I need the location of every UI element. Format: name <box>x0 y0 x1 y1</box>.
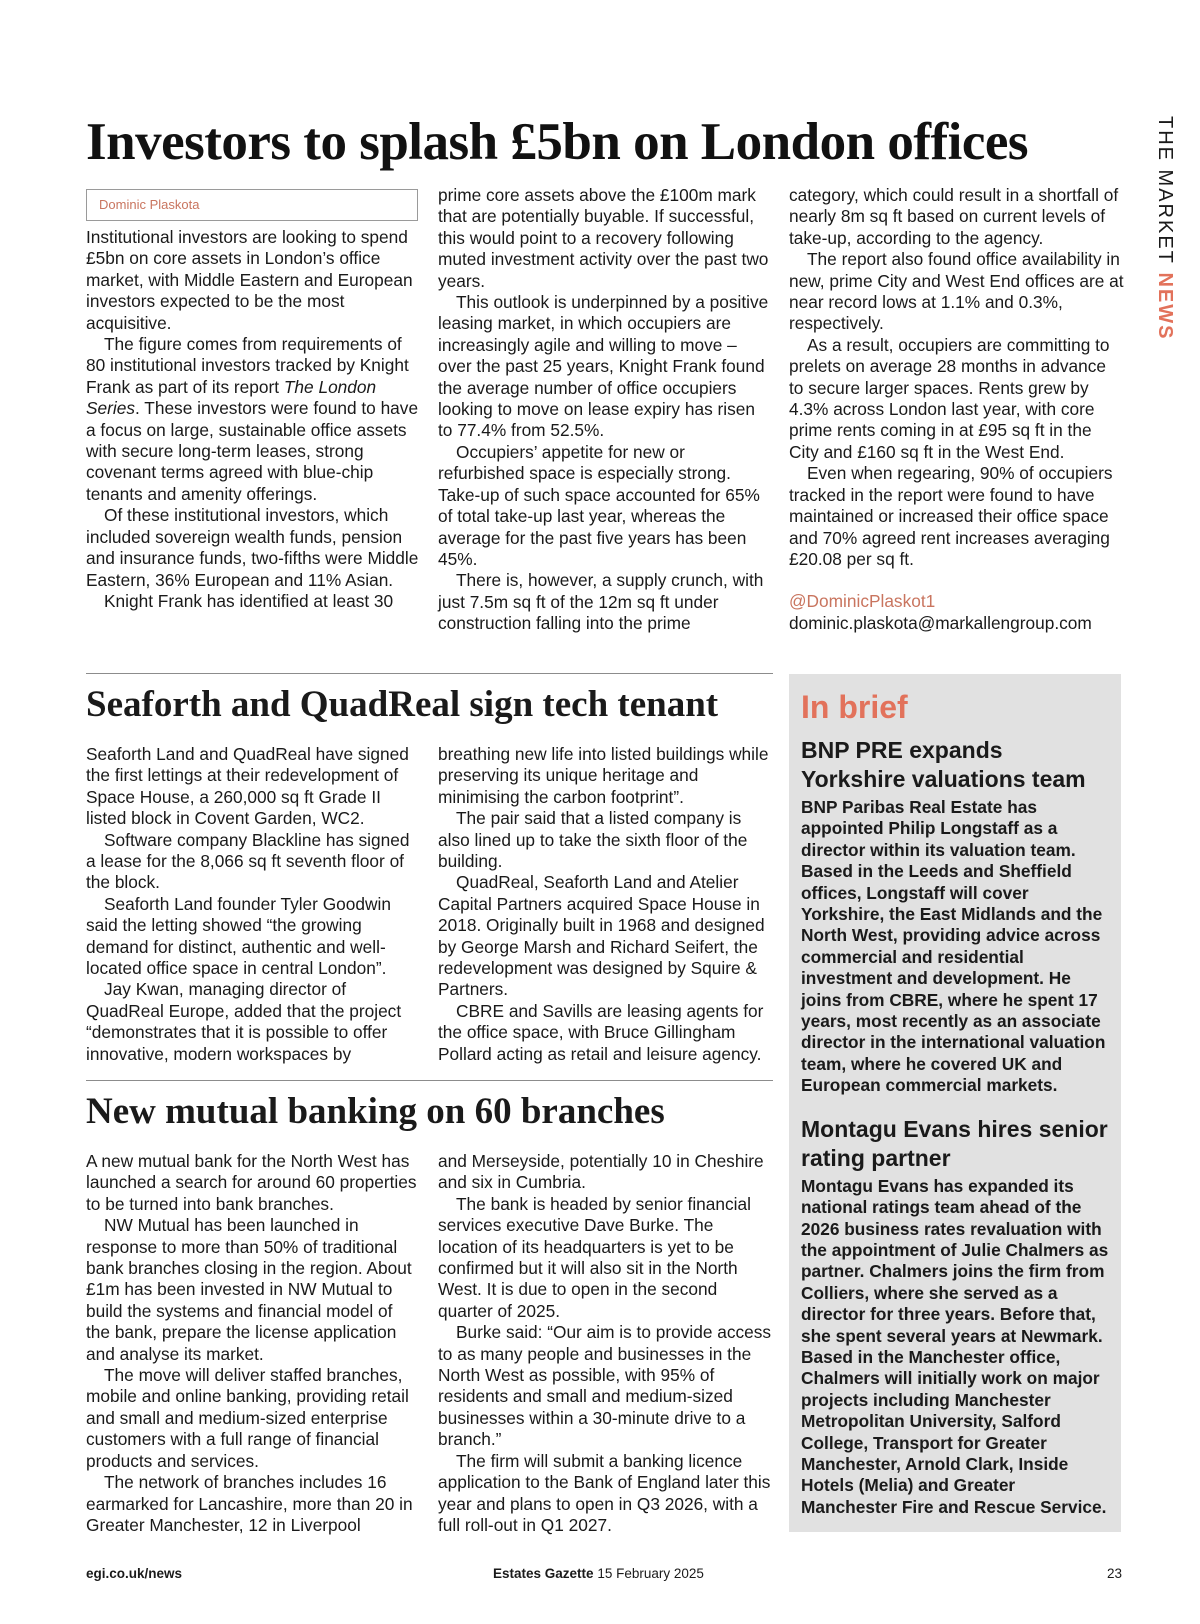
brief-heading: Montagu Evans hires senior rating partner <box>801 1115 1108 1171</box>
brief-heading: BNP PRE expands Yorkshire valuations team <box>801 737 1086 792</box>
paragraph: Burke said: “Our aim is to provide access to as many people and businesses in the North West as possible, with 95% of residents and small and medium-sized businesses within a 30-minute drive to a branch.” <box>438 1322 772 1450</box>
paragraph: There is, however, a supply crunch, with just 7.5m sq ft of the 12m sq ft under construction falling into the prime <box>438 570 764 634</box>
section-divider <box>86 1080 773 1081</box>
paragraph: Software company Blackline has signed a lease for the 8,066 sq ft seventh floor of the block. <box>86 829 410 893</box>
lead-headline: Investors to splash £5bn on London offices <box>86 113 1029 171</box>
page-number: 23 <box>1106 1566 1122 1581</box>
paragraph: Seaforth Land and QuadReal have signed the first lettings at their redevelopment of Space House, a 260,000 sq ft Grade II listed block in Covent Garden, WC2. <box>86 744 409 829</box>
section-label-accent: NEWS <box>1154 272 1176 341</box>
author-email[interactable]: dominic.plaskota@markallengroup.com <box>789 612 1092 633</box>
story2-column-1 <box>86 744 421 1065</box>
paragraph: CBRE and Savills are leasing agents for the office space, with Bruce Gillingham Pollard acting as retail and leisure agency. <box>438 1000 764 1064</box>
paragraph: Even when regearing, 90% of occupiers tracked in the report were found to have maintained or increased their office space and 70% agreed rent increases averaging £20.08 per sq ft. <box>789 463 1113 569</box>
report-title: The London Series <box>86 376 377 419</box>
paragraph: Seaforth Land founder Tyler Goodwin said the letting showed “the growing demand for distinct, authentic and well-located office space in central London”. <box>86 893 391 979</box>
paragraph: The firm will submit a banking licence application to the Bank of England later this year and plans to open in Q3 2026, with a full roll-out in Q1 2027. <box>438 1450 771 1535</box>
section-label-prefix: THE MARKET <box>1154 116 1176 265</box>
in-brief-box <box>789 674 1121 1532</box>
brief-body: BNP Paribas Real Estate has appointed Philip Longstaff as a director within its valuation team. Based in the Leeds and Sheffield offices, Longstaff will cover Yorkshire, the East Midlands and the North West, providing advice across commercial and residential investment and development. He joins from CBRE, where he spent 17 years, most recently as an associate director in the international valuation team, where he covered UK and European commercial markets. <box>801 797 1106 1096</box>
paragraph: The pair said that a listed company is also lined up to take the sixth floor of the building. <box>438 808 748 872</box>
story3-column-2 <box>438 1151 773 1536</box>
lead-column-2 <box>438 185 773 635</box>
paragraph: Of these institutional investors, which included sovereign wealth funds, pension and insurance funds, two-fifths were Middle Eastern, 36% European and 11% Asian. <box>86 505 419 590</box>
paragraph: As a result, occupiers are committing to prelets on average 28 months in advance to secure larger spaces. Rents grew by 4.3% across London last year, with core prime rents coming in at £95 sq ft in the City and £160 sq ft in the West End. <box>789 334 1110 462</box>
paragraph: The figure comes from requirements of 80 institutional investors tracked by Knight Frank as part of its report The London Series. These investors were found to have a focus on large, sustainable office assets with secure long-term leases, strong covenant terms agreed with blue-chip tenants and amenity offerings. <box>86 334 419 504</box>
paragraph: A new mutual bank for the North West has launched a search for around 60 properties to be turned into bank branches. <box>86 1151 417 1214</box>
section-divider <box>86 673 773 674</box>
paragraph: The report also found office availability in new, prime City and West End offices are at near record lows at 1.1% and 0.3%, respectively. <box>789 249 1124 334</box>
story3-column-1 <box>86 1151 421 1536</box>
footer-publication: Estates Gazette 15 February 2025 <box>493 1566 704 1581</box>
in-brief-title: In brief <box>801 689 908 725</box>
paragraph: QuadReal, Seaforth Land and Atelier Capital Partners acquired Space House in 2018. Originally built in 1968 and designed by George Marsh and Richard Seifert, the redevelopment was designed by Squire & Partners. <box>438 872 765 1000</box>
paragraph: The move will deliver staffed branches, mobile and online banking, providing retail and small and medium-sized enterprise customers with a full range of financial products and services. <box>86 1365 409 1471</box>
paragraph: prime core assets above the £100m mark that are potentially buyable. If successful, this would point to a recovery following muted investment activity over the past two years. <box>438 185 769 291</box>
lead-column-3 <box>789 185 1124 634</box>
footer-date: 15 February 2025 <box>597 1566 704 1581</box>
byline: Dominic Plaskota <box>86 189 418 221</box>
story2-headline: Seaforth and QuadReal sign tech tenant <box>86 684 719 725</box>
paragraph: category, which could result in a shortfall of nearly 8m sq ft based on current levels of take-up, according to the agency. <box>789 185 1119 248</box>
paragraph: Knight Frank has identified at least 30 <box>104 590 394 611</box>
paragraph: NW Mutual has been launched in response to more than 50% of traditional bank branches closing in the region. About £1m has been invested in NW Mutual to build the systems and financial model of the bank, prepare the license application and analyse its market. <box>86 1215 412 1364</box>
twitter-handle[interactable]: @DominicPlaskot1 <box>789 591 936 612</box>
paragraph: Institutional investors are looking to spend £5bn on core assets in London’s office market, with Middle Eastern and European investors expected to be the most acquisitive. <box>86 227 413 333</box>
story3-headline: New mutual banking on 60 branches <box>86 1091 665 1132</box>
lead-column-1 <box>86 227 421 612</box>
paragraph: The bank is headed by senior financial services executive Dave Burke. The location of its headquarters is yet to be confirmed but it will also sit in the North West. It is due to open in the second quarter of 2025. <box>438 1193 751 1321</box>
paragraph: The network of branches includes 16 earmarked for Lancashire, more than 20 in Greater Manchester, 12 in Liverpool <box>86 1472 413 1535</box>
brief-body: Montagu Evans has expanded its national ratings team ahead of the 2026 business rates revaluation with the appointment of Julie Chalmers as partner. Chalmers joins the firm from Colliers, where she served as a director for three years. Before that, she spent several years at Newmark. Based in the Manchester office, Chalmers will initially work on major projects including Manchester Metropolitan University, Salford College, Transport for Greater Manchester, Arnold Clark, Inside Hotels (Melia) and Greater Manchester Fire and Rescue Service. <box>801 1175 1109 1517</box>
paragraph: Jay Kwan, managing director of QuadReal Europe, added that the project “demonstrates that it is possible to offer innovative, modern workspaces by <box>86 979 402 1064</box>
story2-column-2 <box>438 744 773 1065</box>
section-label <box>1140 116 1176 341</box>
paragraph: and Merseyside, potentially 10 in Cheshire and six in Cumbria. <box>438 1151 764 1193</box>
paragraph: Occupiers’ appetite for new or refurbished space is especially strong. Take-up of such space accounted for 65% of total take-up last year, whereas the average for the past five years has been 45%. <box>438 441 760 569</box>
footer-url[interactable]: egi.co.uk/news <box>86 1566 183 1581</box>
paragraph: breathing new life into listed buildings while preserving its unique heritage and minimising the carbon footprint”. <box>438 744 769 807</box>
paragraph: This outlook is underpinned by a positive leasing market, in which occupiers are increasingly agile and willing to move – over the past 25 years, Knight Frank found the average number of office occupiers looking to move on lease expiry has risen to 77.4% from 52.5%. <box>438 292 769 441</box>
